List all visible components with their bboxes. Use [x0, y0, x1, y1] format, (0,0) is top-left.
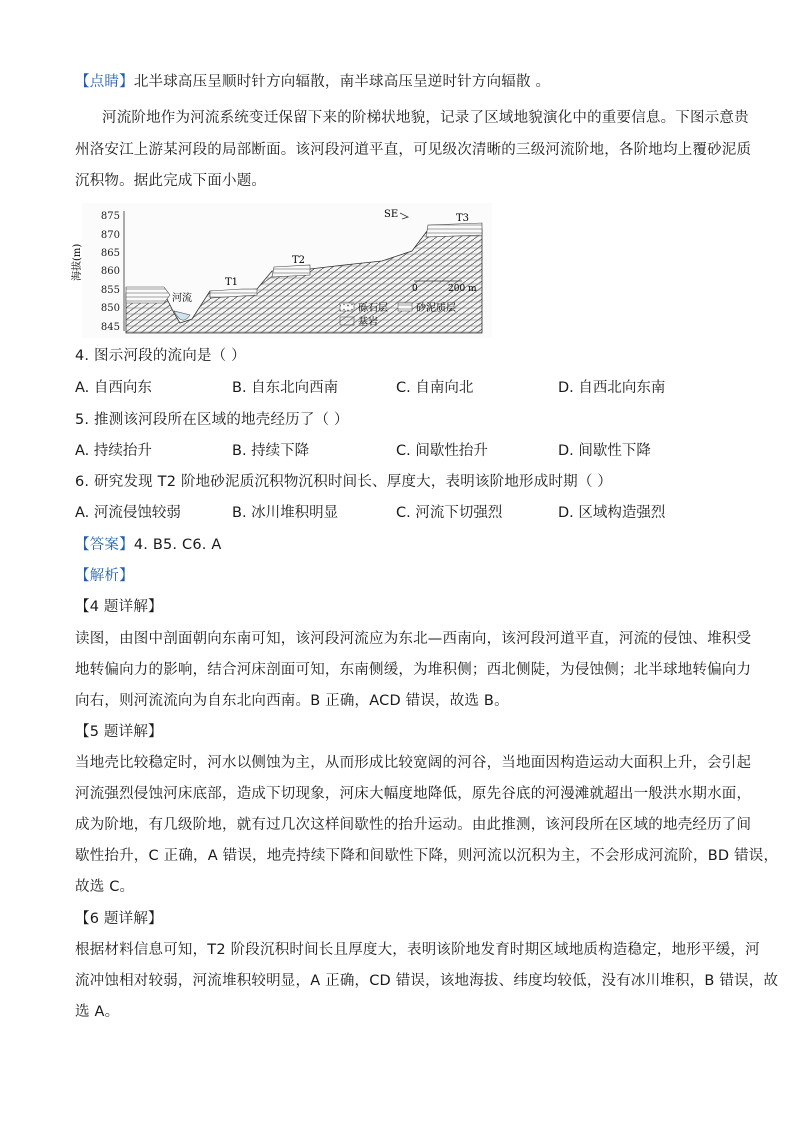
legend-gravel-label: 砾石层	[358, 303, 388, 314]
answer-text: 4. B5. C6. A	[133, 537, 222, 553]
question-5-option-d: D. 间歇性下降	[558, 443, 651, 459]
question-5-stem: 5. 推测该河段所在区域的地壳经历了（ ）	[75, 412, 349, 428]
question-4-option-d: D. 自西北向东南	[558, 380, 666, 396]
analysis-tag: 【解析】	[75, 568, 134, 584]
answer-tag: 【答案】	[75, 537, 134, 553]
detail-4-line-2: 地转偏向力的影响，结合河床剖面可知，东南侧缓，为堆积侧；西北侧陡，为侵蚀侧；北半球地转偏向力	[75, 662, 752, 678]
question-6-option-a: A. 河流侵蚀较弱	[75, 505, 181, 521]
question-4-option-b: B. 自东北向西南	[232, 380, 339, 396]
y-tick-875: 875	[100, 211, 120, 222]
question-5-option-a: A. 持续抬升	[75, 443, 152, 459]
detail-5-line-4: 歇性抬升，C 正确，A 错误，地壳持续下降和间歇性下降，则河流以沉积为主，不会形成河流阶，BD 错误，	[75, 848, 779, 864]
y-tick-845: 845	[100, 322, 120, 333]
t2-label: T2	[292, 255, 306, 266]
y-tick-850: 850	[100, 303, 120, 314]
y-tick-860: 860	[100, 266, 120, 277]
left-bank-sediment	[126, 287, 170, 303]
detail-5-line-2: 河流强烈侵蚀河床底部，造成下切现象，河床大幅度地降低，原先谷底的河漫滩就超出一般洪水期水面，	[75, 786, 752, 802]
question-4-stem: 4. 图示河段的流向是（ ）	[75, 348, 246, 364]
intro-line-1: 河流阶地作为河流系统变迁保留下来的阶梯状地貌，记录了区域地貌演化中的重要信息。下图示意贵	[102, 110, 749, 126]
t1-label: T1	[225, 277, 239, 288]
detail-6-line-1: 根据材料信息可知，T2 阶段沉积时间长且厚度大，表明该阶地发育时期区域地质构造稳定，地形平缓，河	[75, 942, 760, 958]
question-5-option-c: C. 间歇性抬升	[396, 443, 488, 459]
legend-gravel-swatch	[340, 303, 354, 311]
detail-5-tag: 【5 题详解】	[75, 724, 163, 740]
y-axis-label: 海拔(m)	[72, 243, 83, 281]
detail-6-line-2: 流冲蚀相对较弱，河流堆积较明显，A 正确，CD 错误，该地海拔、纬度均较低，没有冰川堆积，B 错误，故	[75, 973, 779, 989]
detail-5-line-1: 当地壳比较稳定时，河水以侧蚀为主，从而形成比较宽阔的河谷，当地面因构造运动大面积上升，会引起	[75, 755, 752, 771]
scale-max: 200 m	[448, 284, 477, 294]
direction-label: SE	[384, 209, 399, 220]
question-5-option-b: B. 持续下降	[232, 443, 310, 459]
t3-sediment	[426, 223, 482, 237]
y-tick-870: 870	[100, 230, 120, 241]
intro-line-3: 沉积物。据此完成下面小题。	[75, 173, 267, 189]
answer-line	[75, 535, 725, 555]
detail-5-line-5: 故选 C。	[75, 879, 135, 895]
hint-tag: 【点睛】	[75, 74, 134, 90]
detail-4-line-1: 读图，由图中剖面朝向东南可知，该河段河流应为东北—西南向，该河段河道平直，河流的侵蚀、堆积受	[75, 631, 752, 647]
y-tick-865: 865	[100, 248, 120, 259]
terrace-cross-section-figure	[72, 203, 492, 338]
question-6-option-b: B. 冰川堆积明显	[232, 505, 339, 521]
detail-6-tag: 【6 题详解】	[75, 911, 163, 927]
t3-label: T3	[456, 213, 470, 224]
detail-5-line-3: 成为阶地，有几级阶地，就有过几次这样间歇性的抬升运动。由此推测，该河段所在区域的地壳经历了间	[75, 817, 752, 833]
y-tick-855: 855	[100, 285, 120, 296]
t2-sediment	[272, 265, 310, 277]
hint-text: 北半球高压呈顺时针方向辐散，南半球高压呈逆时针方向辐散 。	[133, 74, 551, 90]
question-6-stem: 6. 研究发现 T2 阶地砂泥质沉积物沉积时间长、厚度大，表明该阶地形成时期（ ）	[75, 474, 613, 490]
river-label: 河流	[172, 293, 192, 304]
question-4-option-a: A. 自西向东	[75, 380, 152, 396]
detail-6-line-3: 选 A。	[75, 1004, 120, 1020]
scale-zero: 0	[412, 284, 418, 294]
question-6-option-c: C. 河流下切强烈	[396, 505, 503, 521]
question-6-option-d: D. 区域构造强烈	[558, 505, 666, 521]
intro-line-2: 州洛安江上游某河段的局部断面。该河段河道平直，可见级次清晰的三级河流阶地，各阶地均上覆砂泥质	[75, 142, 752, 158]
hint-paragraph	[75, 72, 725, 92]
legend-sand-swatch	[398, 303, 412, 311]
question-4-option-c: C. 自南向北	[396, 380, 474, 396]
legend-bedrock-label: 基岩	[358, 317, 378, 328]
detail-4-line-3: 向右，则河流流向为自东北向西南。B 正确，ACD 错误，故选 B。	[75, 693, 509, 709]
detail-4-tag: 【4 题详解】	[75, 599, 163, 615]
legend-sand-label: 砂泥质层	[416, 303, 456, 314]
legend-bedrock-swatch	[340, 317, 354, 325]
